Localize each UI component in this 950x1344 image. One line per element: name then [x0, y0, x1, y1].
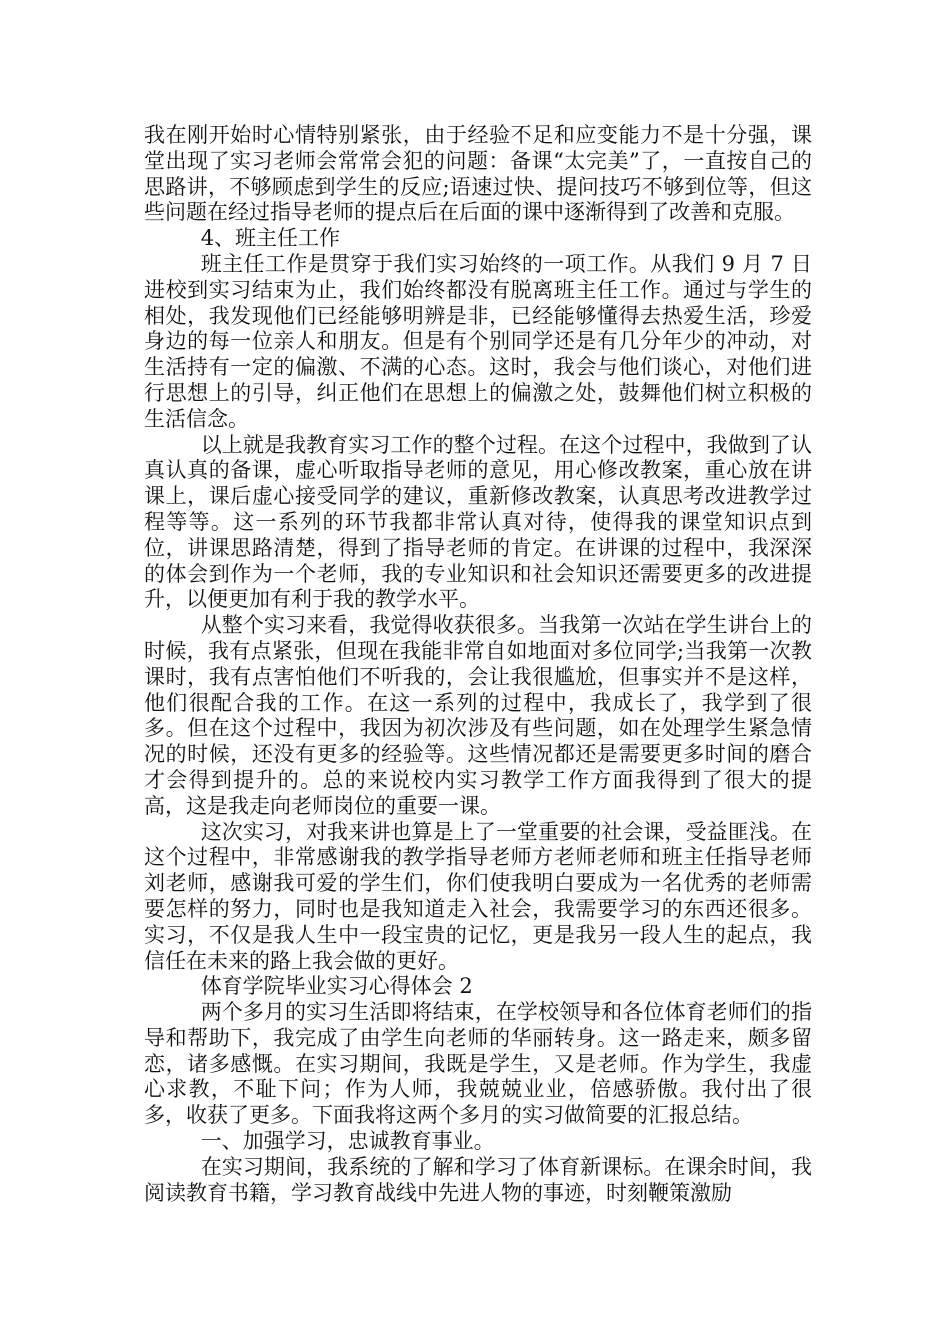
paragraph: 两个多月的实习生活即将结束，在学校领导和各位体育老师们的指导和帮助下，我完成了由学生向老师的华丽转身。这一路走来，颇多留恋，诸多感慨。在实习期间，我既是学生，又是老师。作为学生，我虚心求教，不耻下问；作为人师，我兢兢业业，倍感骄傲。我付出了很多，收获了更多。下面我将这两个多月的实习做简要的汇报总结。 — [144, 1000, 812, 1128]
paragraph: 以上就是我教育实习工作的整个过程。在这个过程中，我做到了认真认真的备课，虚心听取指导老师的意见，用心修改教案，重心放在讲课上，课后虚心接受同学的建议，重新修改教案，认真思考改进教学过程等等。这一系列的环节我都非常认真对待，使得我的课堂知识点到位，讲课思路清楚，得到了指导老师的肯定。在讲课的过程中，我深深的体会到作为一个老师，我的专业知识和社会知识还需要更多的改进提升，以便更加有利于我的教学水平。 — [144, 432, 812, 612]
section-heading: 一、加强学习，忠诚教育事业。 — [200, 1129, 495, 1154]
paragraph: 我在刚开始时心情特别紧张，由于经验不足和应变能力不是十分强，课堂出现了实习老师会常常会犯的问题：备课“太完美”了，一直按自己的思路讲，不够顾虑到学生的反应;语速过快、提问技巧不够到位等，但这些问题在经过指导老师的提点后在后面的课中逐渐得到了改善和克服。 — [144, 123, 812, 225]
paragraph: 这次实习，对我来讲也算是上了一堂重要的社会课，受益匪浅。在这个过程中，非常感谢我的教学指导老师方老师老师和班主任指导老师刘老师，感谢我可爱的学生们，你们使我明白要成为一名优秀的老师需要怎样的努力，同时也是我知道走入社会，我需要学习的东西还很多。实习，不仅是我人生中一段宝贵的记忆，更是我另一段人生的起点，我信任在未来的路上我会做的更好。 — [144, 819, 812, 973]
paragraph: 在实习期间，我系统的了解和学习了体育新课标。在课余时间，我阅读教育书籍，学习教育战线中先进人物的事迹，时刻鞭策激励 — [144, 1154, 812, 1205]
section-heading: 4、班主任工作 — [200, 226, 341, 251]
document-body — [144, 123, 812, 1206]
section-heading: 体育学院毕业实习心得体会 2 — [200, 974, 473, 999]
paragraph: 从整个实习来看，我觉得收获很多。当我第一次站在学生讲台上的时候，我有点紧张，但现在我能非常自如地面对多位同学;当我第一次教课时，我有点害怕他们不听我的，会让我很尴尬，但事实并不是这样，他们很配合我的工作。在这一系列的过程中，我成长了，我学到了很多。但在这个过程中，我因为初次涉及有些问题，如在处理学生紧急情况的时候，还没有更多的经验等。这些情况都还是需要更多时间的磨合才会得到提升的。总的来说校内实习教学工作方面我得到了很大的提高，这是我走向老师岗位的重要一课。 — [144, 613, 812, 818]
paragraph: 班主任工作是贯穿于我们实习始终的一项工作。从我们 9 月 7 日进校到实习结束为止，我们始终都没有脱离班主任工作。通过与学生的相处，我发现他们已经能够明辨是非，已经能够懂得去热爱生活，珍爱身边的每一位亲人和朋友。但是有个别同学还是有几分年少的冲动，对生活持有一定的偏激、不满的心态。这时，我会与他们谈心，对他们进行思想上的引导，纠正他们在思想上的偏激之处，鼓舞他们树立积极的生活信念。 — [144, 251, 812, 431]
